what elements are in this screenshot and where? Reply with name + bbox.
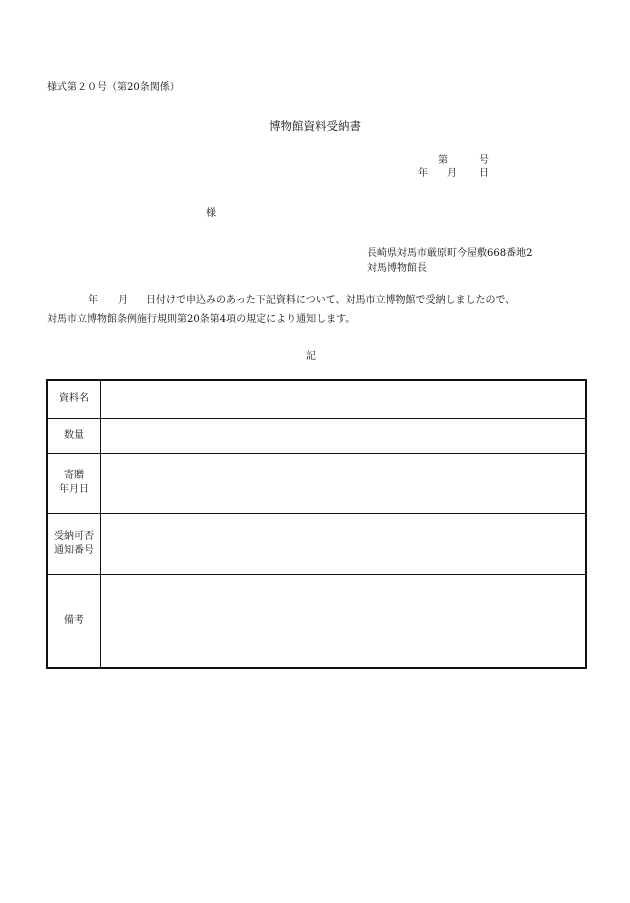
table-row (47, 419, 586, 453)
table-row (47, 514, 586, 575)
document-title: 博物館資料受納書 (269, 119, 361, 133)
doc-number-dai: 第 (438, 155, 448, 166)
table-row (47, 380, 586, 419)
quantity-field[interactable] (101, 419, 587, 453)
table-row (47, 453, 586, 514)
issuer-address: 長崎県対馬市厳原町今屋敷668番地2 (367, 248, 533, 259)
date-day: 日 (479, 168, 489, 179)
records-table (46, 379, 587, 669)
row-label-quantity: 数量 (47, 419, 101, 453)
donation-date-field[interactable] (101, 453, 587, 514)
body-month: 月 (118, 295, 128, 306)
remarks-field[interactable] (101, 575, 587, 668)
body-line2: 対馬市立博物館条例施行規則第20条第4項の規定により通知します。 (47, 314, 356, 325)
issuer-name: 対馬博物館長 (367, 263, 427, 274)
recipient-honorific: 様 (206, 208, 216, 219)
table-row (47, 575, 586, 668)
body-line1: 日付けで申込みのあった下記資料について、対馬市立博物館で受納しましたので、 (146, 295, 516, 306)
row-label-item-name: 資料名 (47, 380, 101, 419)
ki-heading: 記 (306, 351, 316, 362)
body-year: 年 (88, 295, 98, 306)
date-year: 年 (418, 168, 428, 179)
date-month: 月 (447, 168, 457, 179)
item-name-field[interactable] (101, 380, 587, 419)
notice-number-field[interactable] (101, 514, 587, 575)
form-number: 様式第２０号（第20条関係） (47, 82, 180, 93)
row-label-donation-date: 寄贈 年月日 (47, 453, 101, 514)
row-label-remarks: 備考 (47, 575, 101, 668)
row-label-notice-number: 受納可否 通知番号 (47, 514, 101, 575)
doc-number-gou: 号 (479, 155, 489, 166)
